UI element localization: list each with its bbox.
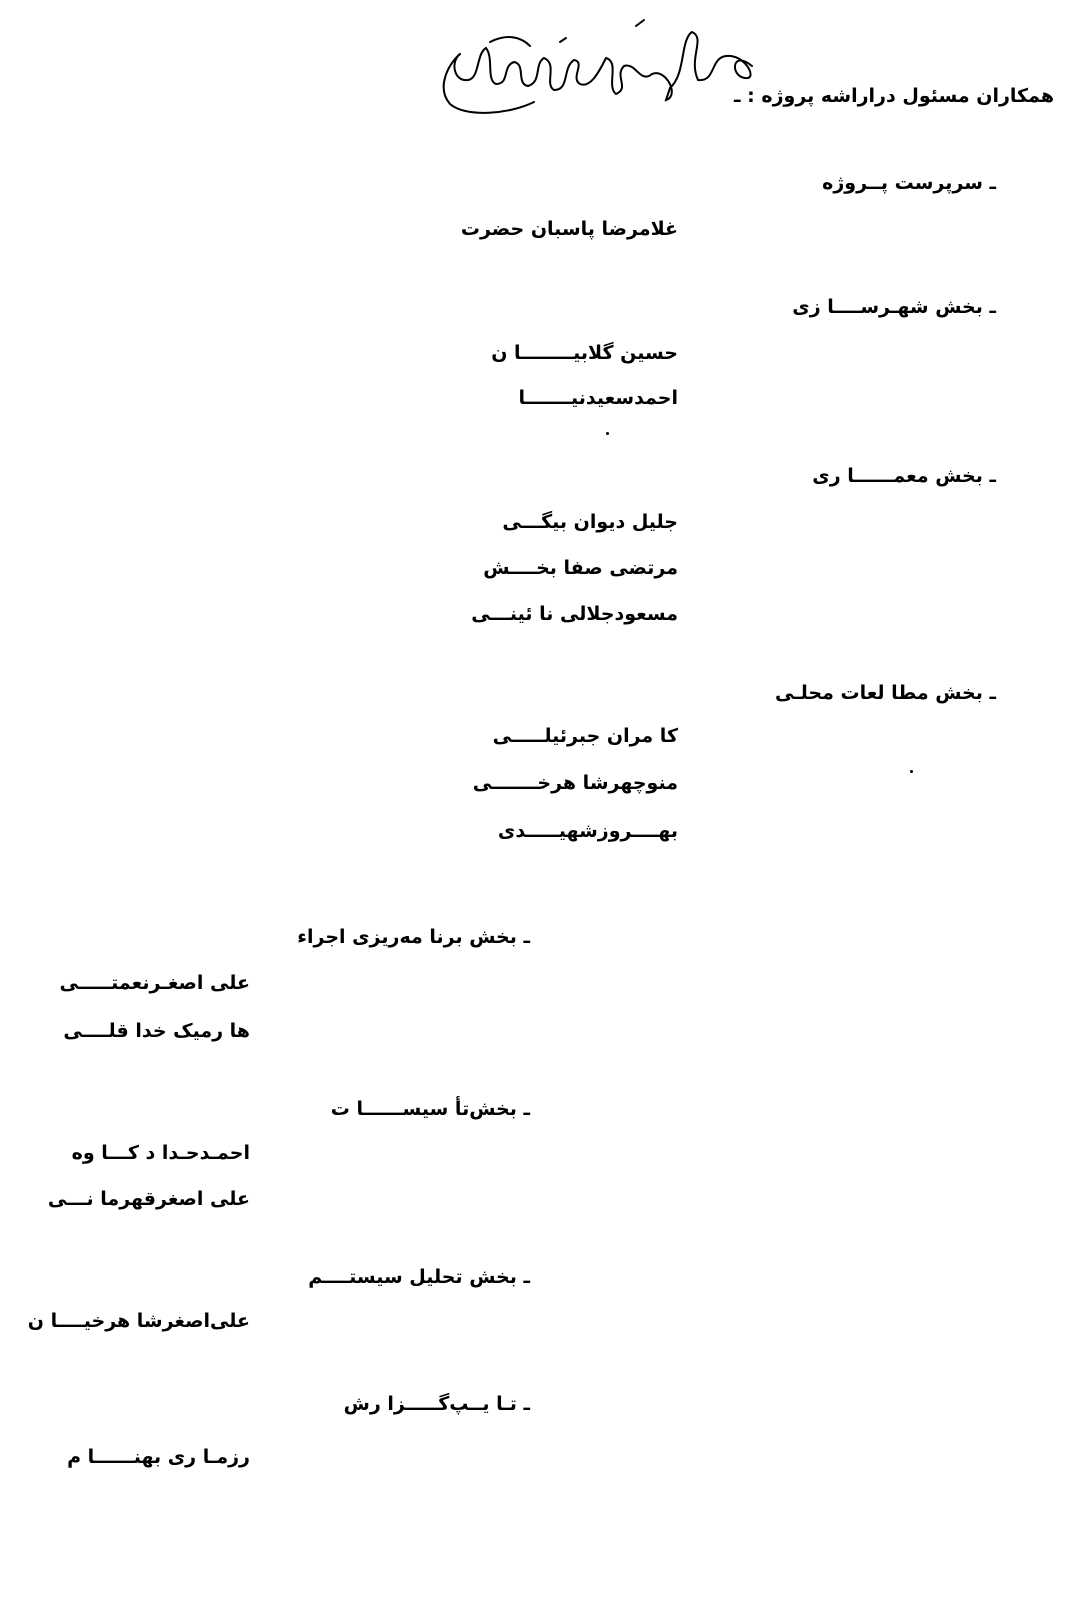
- member-name: علی اصغـرنعمتـــــی: [59, 972, 250, 994]
- member-name: رزمـا ری بهنــــــا م: [67, 1446, 250, 1468]
- member-name: غلامرضا پاسبان حضرت: [460, 218, 678, 240]
- member-name: علی‌اصغرشا هرخیــــا ن: [27, 1310, 250, 1332]
- signature-image: [430, 18, 760, 128]
- section-title-architecture: ـ بخش معمــــــا ری: [812, 465, 996, 487]
- member-name: مرتضی صفا بخــــش: [483, 557, 678, 579]
- member-name: ها رمیک خدا قلــــی: [63, 1020, 250, 1042]
- section-title-supervisor: ـ سرپرست پــروژه: [822, 172, 996, 194]
- member-name: منوچهرشا هرخـــــــی: [472, 772, 678, 794]
- section-title-report-typing: ـ تـا یــپ‌گـــــزا رش: [343, 1393, 530, 1415]
- section-title-local-studies: ـ بخش مطا لعات محلـی: [774, 682, 996, 704]
- member-name: بهــــروزشهیـــــدی: [497, 820, 678, 842]
- header-line: همکاران مسئول دراراشه پروژه : ـ: [734, 85, 1054, 107]
- member-name: علی اصغرقهرما نـــی: [47, 1188, 250, 1210]
- member-name: جلیل دیوان بیگـــی: [502, 511, 678, 533]
- section-title-systems-analysis: ـ بخش تحلیل سیستــــم: [308, 1266, 530, 1288]
- section-title-execution-planning: ـ بخش برنا مه‌ریزی اجراء: [297, 926, 530, 948]
- section-title-facilities: ـ بخش‌تأ سیســــــا ت: [330, 1098, 530, 1120]
- member-name: احمـدحـدا د کـــا وه: [71, 1142, 250, 1164]
- member-name: حسین گلابیــــــــا ن: [491, 342, 678, 364]
- member-name: احمدسعیدنیـــــــا: [518, 387, 678, 409]
- scan-speck: [910, 770, 913, 773]
- section-title-urban-planning: ـ بخش شهـرســــا زی: [792, 296, 996, 318]
- member-name: مسعودجلالی نا ئینـــی: [471, 603, 678, 625]
- scan-speck: [606, 432, 609, 435]
- member-name: کا مران جبرئیلـــــی: [492, 725, 678, 747]
